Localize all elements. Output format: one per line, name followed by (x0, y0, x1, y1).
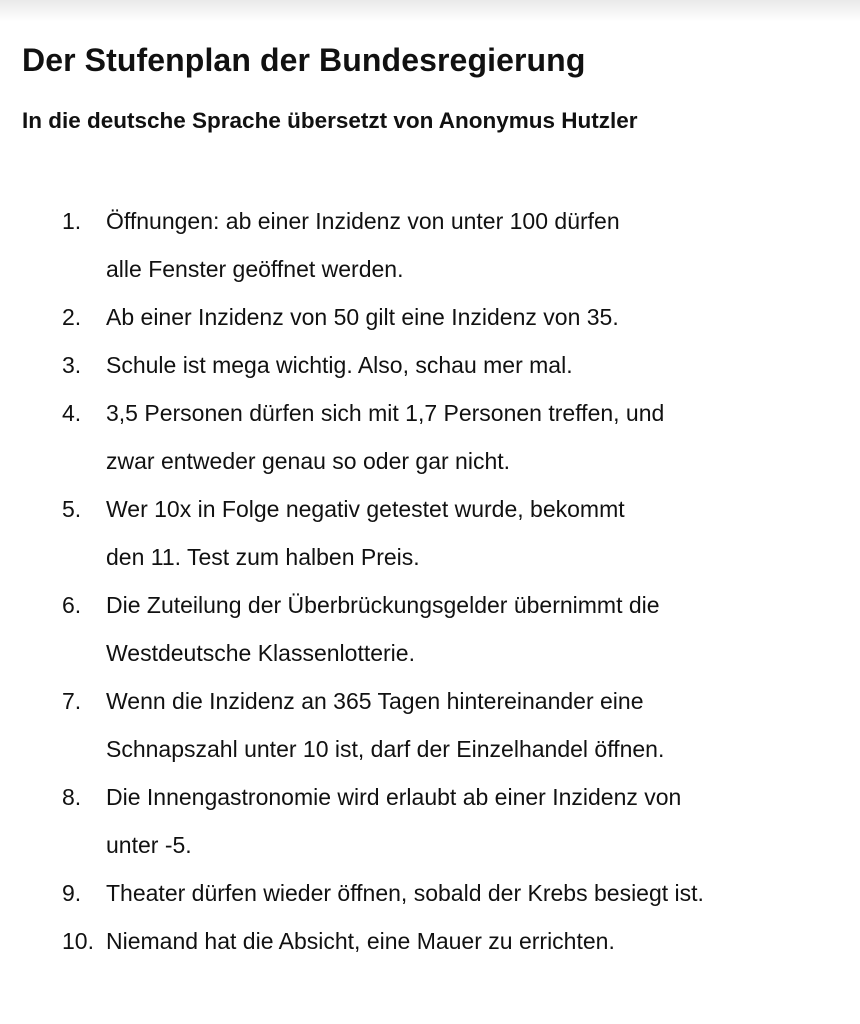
list-item-number: 2. (62, 304, 82, 330)
list-item-line: Niemand hat die Absicht, eine Mauer zu errichten. (106, 928, 615, 954)
list-item-line: 3,5 Personen dürfen sich mit 1,7 Personen treffen, und (106, 400, 665, 426)
list-item-line: unter -5. (106, 832, 192, 858)
list-item-line: Schule ist mega wichtig. Also, schau mer mal. (106, 352, 573, 378)
list-item-number: 7. (62, 688, 82, 714)
list-item (0, 293, 860, 341)
list-item-line: Wenn die Inzidenz an 365 Tagen hintereinander eine (106, 688, 644, 714)
list-item-line: den 11. Test zum halben Preis. (106, 544, 420, 570)
list-item-number: 4. (62, 400, 82, 426)
list-item-number: 1. (62, 208, 82, 234)
list-item-line: Westdeutsche Klassenlotterie. (106, 640, 415, 666)
list-item-number: 9. (62, 880, 82, 906)
list-item (0, 869, 860, 917)
list-item (0, 677, 860, 773)
list-item-line: Theater dürfen wieder öffnen, sobald der Krebs besiegt ist. (106, 880, 704, 906)
list-item (0, 917, 860, 965)
list-item-line: Die Zuteilung der Überbrückungsgelder übernimmt die (106, 592, 660, 618)
list-item-line: Die Innengastronomie wird erlaubt ab einer Inzidenz von (106, 784, 682, 810)
list-item-line: Schnapszahl unter 10 ist, darf der Einzelhandel öffnen. (106, 736, 665, 762)
list-item-line: alle Fenster geöffnet werden. (106, 256, 404, 282)
document-title: Der Stufenplan der Bundesregierung (22, 42, 586, 78)
document-subtitle: In die deutsche Sprache übersetzt von Anonymus Hutzler (22, 108, 638, 133)
list-item (0, 197, 860, 293)
list-item-line: Öffnungen: ab einer Inzidenz von unter 100 dürfen (106, 208, 620, 234)
list-item-number: 10. (62, 928, 94, 954)
numbered-list (0, 197, 860, 965)
list-item (0, 773, 860, 869)
list-item (0, 485, 860, 581)
list-item (0, 341, 860, 389)
list-item-number: 8. (62, 784, 82, 810)
list-item-number: 5. (62, 496, 82, 522)
list-item (0, 581, 860, 677)
list-item-number: 6. (62, 592, 82, 618)
list-item (0, 389, 860, 485)
list-item-number: 3. (62, 352, 82, 378)
list-item-line: Ab einer Inzidenz von 50 gilt eine Inzidenz von 35. (106, 304, 619, 330)
list-item-line: zwar entweder genau so oder gar nicht. (106, 448, 511, 474)
list-item-line: Wer 10x in Folge negativ getestet wurde, bekommt (106, 496, 625, 522)
